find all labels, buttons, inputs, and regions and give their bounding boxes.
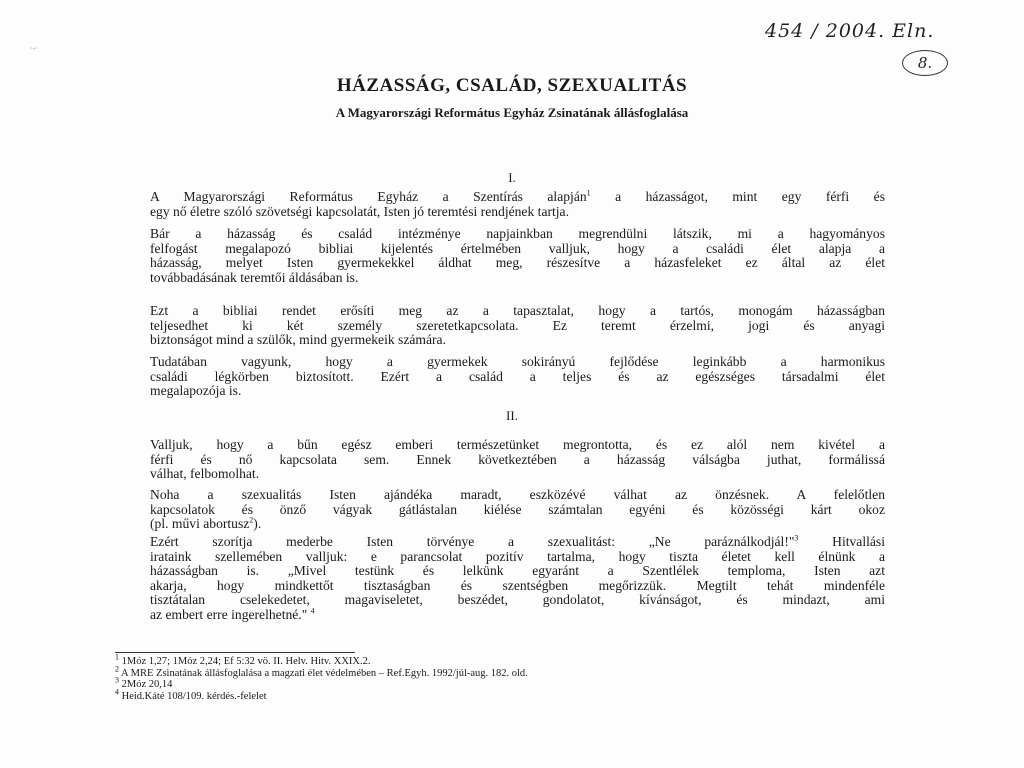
paragraph-1 — [150, 190, 885, 219]
paragraph-line: Noha a szexualitás Isten ajándéka maradt, eszközévé válhat az önzésnek. A felelőtlen — [150, 487, 885, 502]
footnote-ref: 2 — [249, 515, 254, 525]
paragraph-line: házasságban is. „Mivel testünk és lelkünk egyaránt a Szentlélek temploma, Isten azt — [150, 563, 885, 579]
footnote-ref: 1 — [586, 188, 591, 198]
paragraph-line: kapcsolatok és önző vágyak gátlástalan kiélése számtalan egyéni és közösségi kárt okoz — [150, 501, 885, 517]
paragraph-7 — [150, 535, 885, 623]
footnote-ref: 4 — [310, 606, 315, 616]
paragraph-line: akarja, hogy mindkettőt tisztaságban és szentségben megőrizzük. Megtilt tehát mindenféle — [150, 577, 885, 593]
footnote-divider — [115, 652, 355, 653]
footnotes — [115, 652, 815, 702]
handwritten-circled-number: 8. — [902, 50, 948, 76]
paragraph-line: megalapozója is. — [150, 383, 242, 399]
footnote-item: $^2$ A MRE Zsinatának állásfoglalása a magzati élet védelmében – Ref.Egyh. 1992/júl-aug. 182. old. — [115, 664, 528, 679]
paragraph-line: (pl. művi abortusz$^2$). — [150, 515, 262, 532]
document-subtitle: A Magyarországi Református Egyház Zsinatának állásfoglalása — [335, 105, 689, 120]
paragraph-line: A Magyarországi Református Egyház a Szentírás alapján$^1$ a házasságot, mint egy férfi és — [150, 188, 885, 204]
paragraph-6 — [150, 488, 885, 532]
paragraph-line: családi légkörben biztosított. Ezért a család a teljes és az egészséges társadalmi élet — [150, 368, 885, 384]
paragraph-2 — [150, 227, 885, 285]
section-numeral-1: I. — [508, 170, 516, 185]
scan-speck: ·‑· — [30, 44, 38, 53]
paragraph-line: továbbadásának teremtői áldásában is. — [150, 269, 359, 285]
paragraph-line: válhat, felbomolhat. — [150, 466, 260, 482]
paragraph-line: tisztátalan cselekedetet, magaviseletet, beszédet, gondolatot, kívánságot, és mindazt, ami — [150, 592, 885, 608]
paragraph-line: Ezt a bibliai rendet erősíti meg az a tapasztalat, hogy a tartós, monogám házasságban — [150, 303, 885, 318]
paragraph-line: biztonságot mind a szülők, mind gyermekeik számára. — [150, 332, 446, 348]
footnote-item: $^1$ 1Móz 1,27; 1Móz 2,24; Ef 5:32 vö. II. Helv. Hitv. XXIX.2. — [115, 652, 371, 667]
paragraph-line: Valljuk, hogy a bűn egész emberi természetünket megrontotta, és ez alól nem kivétel a — [150, 437, 885, 452]
paragraph-line: felfogást megalapozó bibliai kijelentés értelmében valljuk, hogy a családi élet alapja a — [150, 240, 885, 256]
paragraph-line: teljesedhet ki két személy szeretetkapcsolata. Ez teremt érzelmi, jogi és anyagi — [150, 317, 885, 333]
footnote-ref: 3 — [794, 533, 799, 543]
handwritten-reference: 454 / 2004. Eln. — [765, 20, 935, 42]
section-numeral-2: II. — [506, 408, 518, 423]
paragraph-5 — [150, 438, 885, 482]
paragraph-line: Ezért szorítja mederbe Isten törvénye a szexualitást: „Ne paráználkodjál!"$^3$ Hitvallási — [150, 533, 885, 549]
paragraph-line: egy nő életre szóló szövetségi kapcsolatát, Isten jó teremtési rendjének tartja. — [150, 203, 569, 219]
paragraph-line: férfi és nő kapcsolata sem. Ennek következtében a házasság válságba juthat, formálissá — [150, 451, 885, 467]
paragraph-3 — [150, 304, 885, 348]
paragraph-line: Tudatában vagyunk, hogy a gyermekek sokirányú fejlődése leginkább a harmonikus — [150, 354, 885, 369]
paragraph-line: Bár a házasság és család intézménye napjainkban megrendülni látszik, mi a hagyományos — [150, 226, 885, 241]
document-title: HÁZASSÁG, CSALÁD, SZEXUALITÁS — [336, 75, 688, 96]
paragraph-4 — [150, 355, 885, 399]
footnote-item: $^4$ Heid.Káté 108/109. kérdés.-felelet — [115, 687, 267, 702]
paragraph-line: az embert erre ingerelhetné." $^4$ — [150, 606, 315, 622]
paragraph-line: irataink szellemében valljuk: e parancsolat pozitív tartalma, hogy tiszta életet kell élnünk a — [150, 548, 885, 564]
footnote-item: $^3$ 2Móz 20,14 — [115, 675, 173, 690]
paragraph-line: házasság, melyet Isten gyermekekkel áldhat meg, részesítve a házasfeleket ez által az élet — [150, 255, 885, 271]
